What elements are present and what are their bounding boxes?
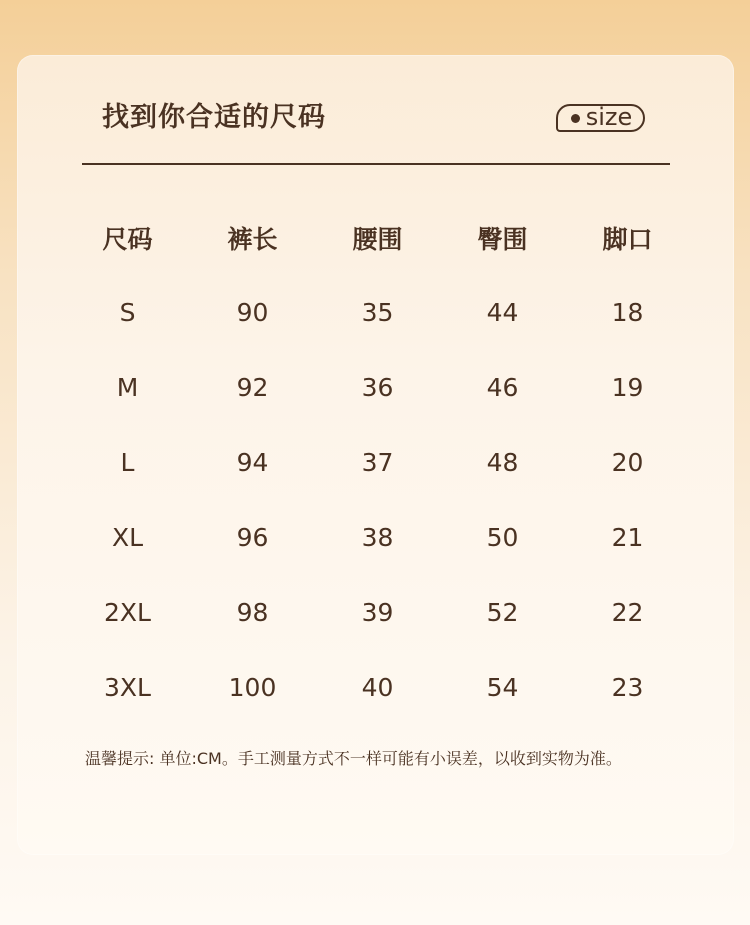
cell-size: XL	[111, 523, 144, 552]
table-row	[65, 350, 690, 425]
cell-waist: 40	[361, 673, 394, 702]
cell-hem: 21	[611, 523, 644, 552]
cell-hem: 20	[611, 448, 644, 477]
cell-hip: 46	[486, 373, 519, 402]
cell-hem: 18	[611, 298, 644, 327]
cell-hip: 44	[486, 298, 519, 327]
cell-length: 90	[236, 298, 269, 327]
cell-waist: 35	[361, 298, 394, 327]
cell-hip: 52	[486, 598, 519, 627]
cell-hip: 48	[486, 448, 519, 477]
table-row	[65, 650, 690, 725]
cell-length: 92	[236, 373, 269, 402]
cell-length: 94	[236, 448, 269, 477]
cell-hip: 54	[486, 673, 519, 702]
table-row	[65, 425, 690, 500]
cell-length: 98	[236, 598, 269, 627]
cell-size: L	[120, 448, 135, 477]
cell-hem: 23	[611, 673, 644, 702]
measurement-note: 温馨提示: 单位:CM。手工测量方式不一样可能有小误差，以收到实物为准。	[85, 749, 622, 768]
header-hip: 臀围	[477, 224, 528, 254]
table-row	[65, 575, 690, 650]
header-length: 裤长	[227, 224, 278, 254]
size-chart-card	[17, 55, 734, 855]
cell-hip: 50	[486, 523, 519, 552]
cell-length: 96	[236, 523, 269, 552]
size-badge-label: size	[585, 102, 633, 131]
header-hem: 脚口	[602, 224, 653, 254]
page-title: 找到你合适的尺码	[102, 102, 326, 133]
cell-waist: 39	[361, 598, 394, 627]
cell-waist: 38	[361, 523, 394, 552]
divider	[82, 163, 670, 165]
table-row	[65, 275, 690, 350]
table-row	[65, 500, 690, 575]
cell-size: 2XL	[104, 598, 151, 627]
cell-size: M	[116, 373, 139, 402]
cell-waist: 37	[361, 448, 394, 477]
table-header-row	[65, 200, 690, 275]
dot-icon	[571, 114, 580, 123]
size-badge	[556, 104, 645, 132]
cell-hem: 19	[611, 373, 644, 402]
header-waist: 腰围	[352, 224, 403, 254]
cell-length: 100	[228, 673, 277, 702]
cell-waist: 36	[361, 373, 394, 402]
cell-size: 3XL	[104, 673, 151, 702]
header-size: 尺码	[102, 224, 153, 254]
size-table	[65, 200, 690, 725]
cell-size: S	[119, 298, 136, 327]
cell-hem: 22	[611, 598, 644, 627]
